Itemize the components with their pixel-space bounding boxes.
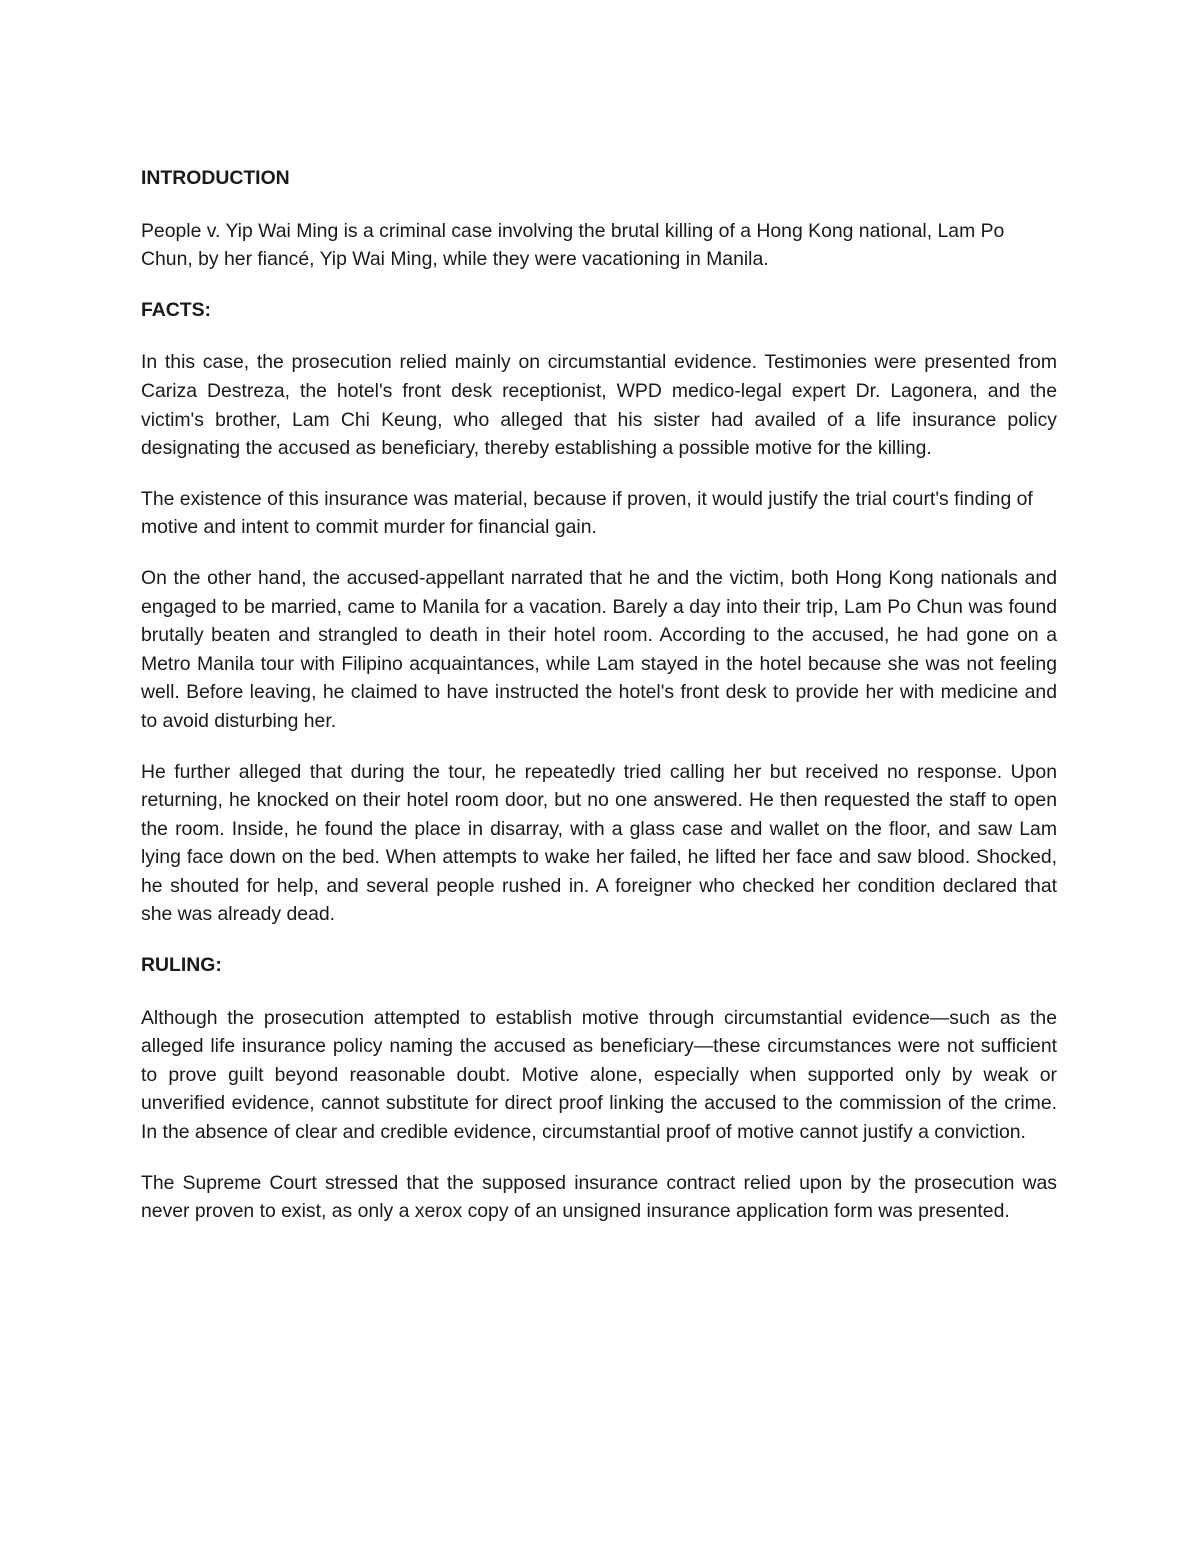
section-heading-ruling: RULING: bbox=[141, 954, 222, 977]
introduction-paragraph: People v. Yip Wai Ming is a criminal case involving the brutal killing of a Hong Kong national, Lam Po Chun, by her fiancé, Yip Wai Ming, while they were vacationing in Manila. bbox=[141, 219, 1005, 271]
facts-paragraph-3: On the other hand, the accused-appellant narrated that he and the victim, both Hong Kong nationals and engaged to be married, came to Manila for a vacation. Barely a day into their trip, Lam Po Chun was found brutally beaten and strangled to death in their hotel room. According to the accused, he had gone on a Metro Manila tour with Filipino acquaintances, while Lam stayed in the hotel because she was not feeling well. Before leaving, he claimed to have instructed the hotel's front desk to provide her with medicine and to avoid disturbing her. bbox=[141, 566, 1057, 732]
facts-paragraph-2: The existence of this insurance was material, because if proven, it would justify the trial court's finding of motive and intent to commit murder for financial gain. bbox=[141, 487, 1033, 539]
section-heading-introduction: INTRODUCTION bbox=[141, 167, 290, 189]
facts-paragraph-4: He further alleged that during the tour, he repeatedly tried calling her but received no response. Upon returning, he knocked on their hotel room door, but no one answered. He then requested the staff to open the room. Inside, he found the place in disarray, with a glass case and wallet on the floor, and saw Lam lying face down on the bed. When attempts to wake her failed, he lifted her face and saw blood. Shocked, he shouted for help, and several people rushed in. A foreigner who checked her condition declared that she was already dead. bbox=[141, 760, 1057, 926]
section-heading-facts: FACTS: bbox=[141, 298, 212, 321]
ruling-paragraph-1: Although the prosecution attempted to establish motive through circumstantial evidence—such as the alleged life insurance policy naming the accused as beneficiary—these circumstances were not sufficient to prove guilt beyond reasonable doubt. Motive alone, especially when supported only by weak or unverified evidence, cannot substitute for direct proof linking the accused to the commission of the crime. In the absence of clear and credible evidence, circumstantial proof of motive cannot justify a conviction. bbox=[141, 1006, 1057, 1144]
ruling-paragraph-2: The Supreme Court stressed that the supposed insurance contract relied upon by the prosecution was never proven to exist, as only a xerox copy of an unsigned insurance application form was presented. bbox=[141, 1171, 1057, 1223]
facts-paragraph-1: In this case, the prosecution relied mainly on circumstantial evidence. Testimonies were presented from Cariza Destreza, the hotel's front desk receptionist, WPD medico-legal expert Dr. Lagonera, and the victim's brother, Lam Chi Keung, who alleged that his sister had availed of a life insurance policy designating the accused as beneficiary, thereby establishing a possible motive for the killing. bbox=[141, 351, 1057, 460]
document-body bbox=[141, 164, 1057, 1248]
